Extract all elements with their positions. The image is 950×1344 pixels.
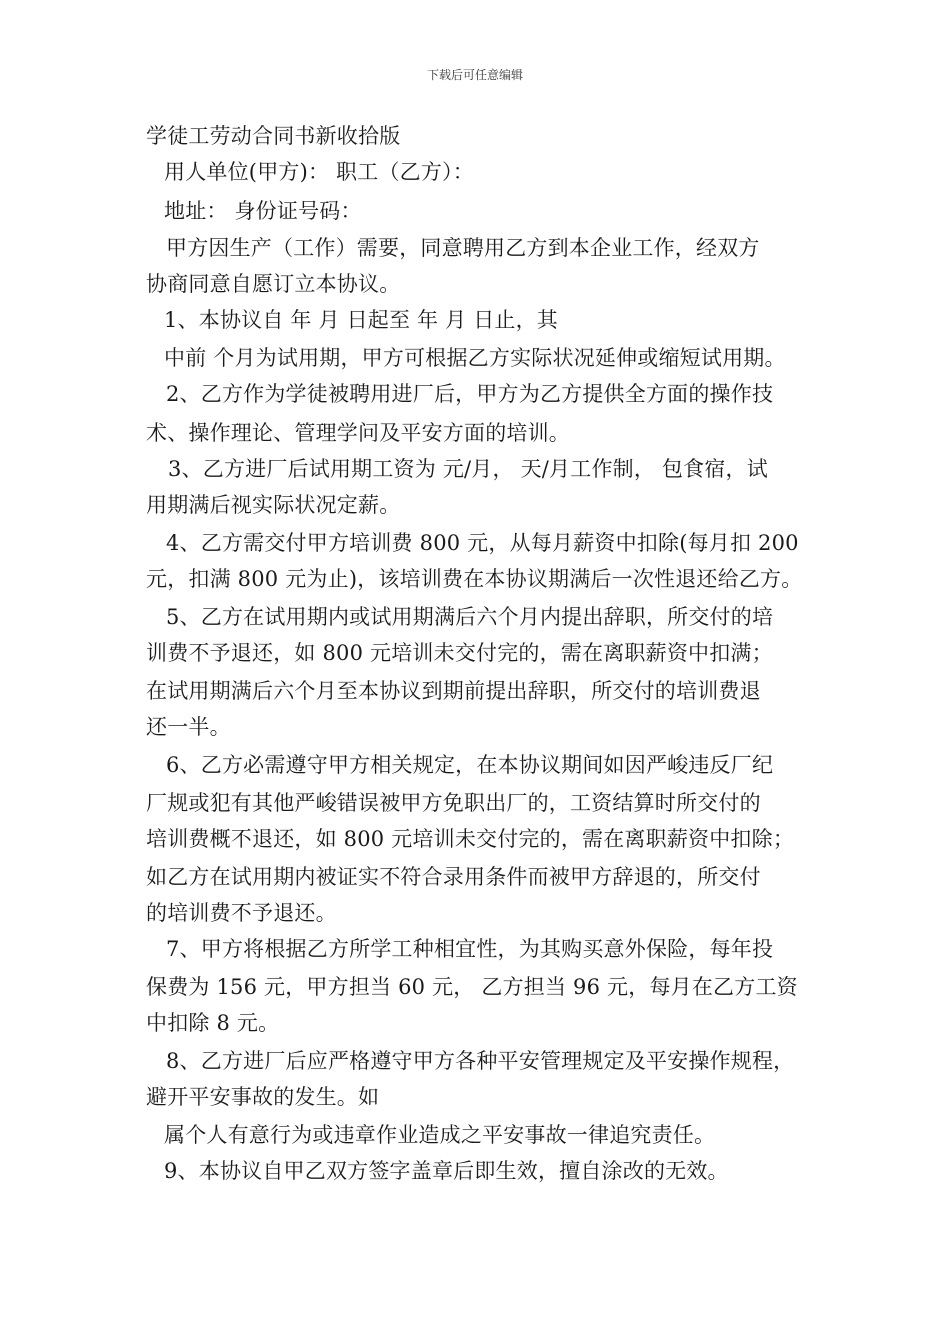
- clause-8-line: 属个人有意行为或违章作业造成之平安事故一律追究责任。: [164, 1123, 716, 1147]
- clause-3-line: 用期满后视实际状况定薪。: [146, 493, 401, 517]
- clause-5-line: 在试用期满后六个月至本协议到期前提出辞职，所交付的培训费退: [146, 679, 761, 703]
- clause-2-line: 2、乙方作为学徒被聘用进厂后，甲方为乙方提供全方面的操作技: [166, 382, 774, 406]
- paragraph-line: 甲方因生产（工作）需要，同意聘用乙方到本企业工作，经双方: [166, 236, 760, 260]
- header-note: 下载后可任意编辑: [426, 68, 523, 82]
- clause-5-line: 训费不予退还，如 800 元培训未交付完的，需在离职薪资中扣满；: [146, 641, 773, 665]
- clause-7-line: 7、甲方将根据乙方所学工种相宜性，为其购买意外保险，每年投: [166, 937, 774, 961]
- clause-1-line: 1、本协议自 年 月 日起至 年 月 日止，其: [164, 308, 559, 332]
- clause-4-line: 4、乙方需交付甲方培训费 800 元，从每月薪资中扣除(每月扣 200: [166, 531, 799, 555]
- clause-6-line: 厂规或犯有其他严峻错误被甲方免职出厂的，工资结算时所交付的: [146, 791, 761, 815]
- clause-3-line: 3、乙方进厂后试用期工资为 元/月， 天/月工作制， 包食宿，试: [168, 457, 768, 481]
- clause-8-line: 8、乙方进厂后应严格遵守甲方各种平安管理规定及平安操作规程，: [166, 1049, 795, 1073]
- document-title: 学徒工劳动合同书新收拾版: [146, 124, 401, 148]
- clause-5-line: 还一半。: [146, 715, 231, 739]
- clause-6-line: 6、乙方必需遵守甲方相关规定，在本协议期间如因严峻违反厂纪: [166, 753, 774, 777]
- clause-4-line: 元，扣满 800 元为止)，该培训费在本协议期满后一次性退还给乙方。: [146, 567, 803, 591]
- clause-7-line: 保费为 156 元，甲方担当 60 元， 乙方担当 96 元，每月在乙方工资: [146, 975, 798, 999]
- clause-6-line: 的培训费不予退还。: [146, 901, 337, 925]
- clause-9-line: 9、本协议自甲乙双方签字盖章后即生效，擅自涂改的无效。: [164, 1159, 729, 1183]
- paragraph-line: 协商同意自愿订立本协议。: [146, 272, 401, 296]
- clause-8-line: 避开平安事故的发生。如: [146, 1085, 380, 1109]
- clause-6-line: 如乙方在试用期内被证实不符合录用条件而被甲方辞退的，所交付: [146, 865, 761, 889]
- clause-6-line: 培训费概不退还，如 800 元培训未交付完的，需在离职薪资中扣除；: [146, 827, 795, 851]
- clause-2-line: 术、操作理论、管理学问及平安方面的培训。: [146, 421, 570, 445]
- address-line: 地址： 身份证号码：: [164, 199, 362, 223]
- clause-1-line: 中前 个月为试用期，甲方可根据乙方实际状况延伸或缩短试用期。: [164, 346, 786, 370]
- clause-5-line: 5、乙方在试用期内或试用期满后六个月内提出辞职，所交付的培: [166, 605, 774, 629]
- clause-7-line: 中扣除 8 元。: [146, 1011, 280, 1035]
- party-line: 用人单位(甲方)： 职工（乙方）：: [164, 160, 474, 184]
